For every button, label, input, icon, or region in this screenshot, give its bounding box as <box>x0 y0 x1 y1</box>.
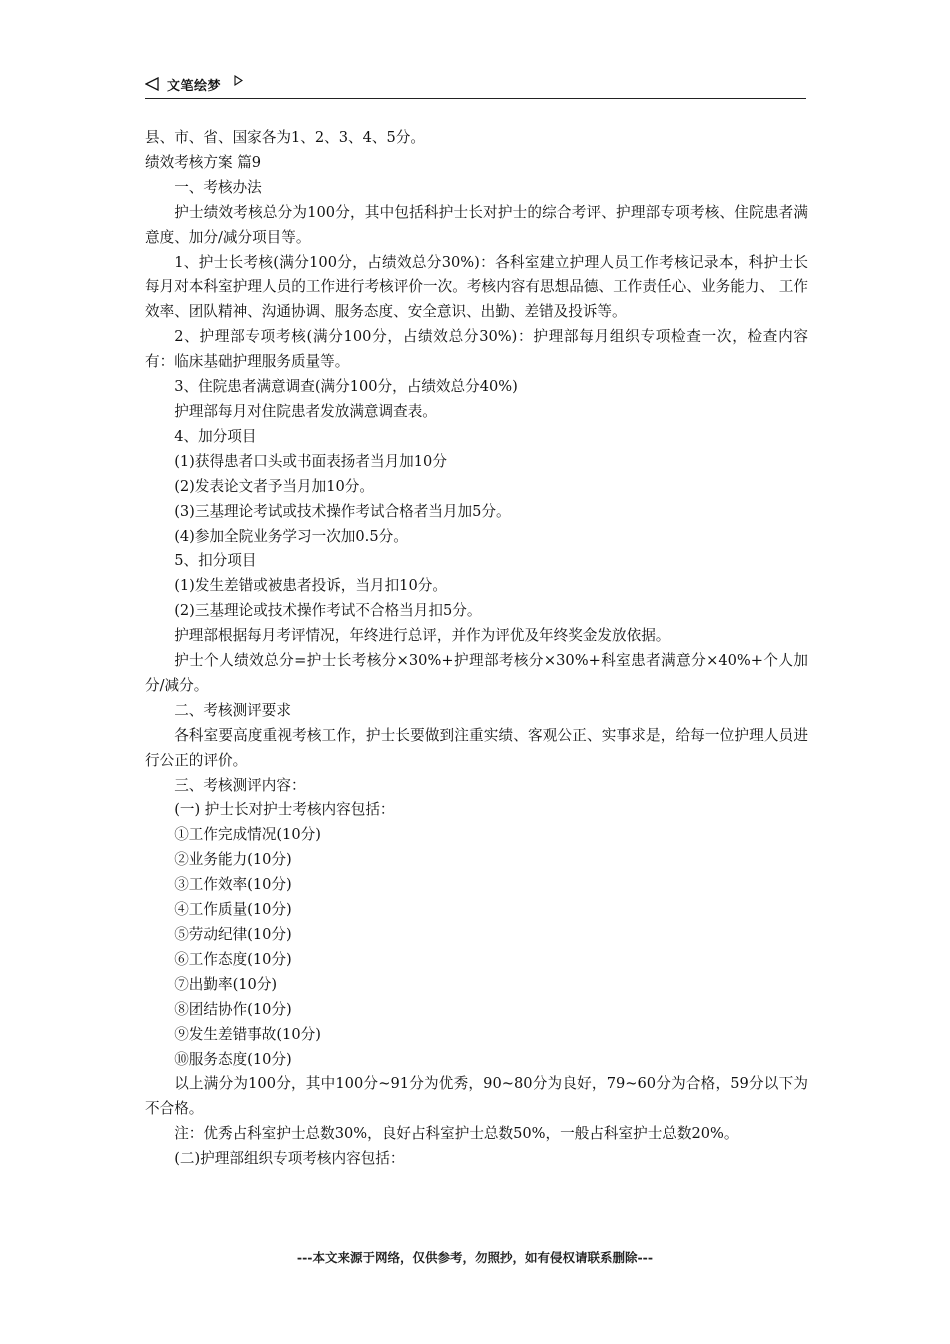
paragraph: 一、考核办法 <box>174 178 262 196</box>
triangle-left-icon <box>145 77 159 91</box>
paragraph: 县、市、省、国家各为1、2、3、4、5分。 <box>145 129 425 146</box>
paragraph: 绩效考核方案 篇9 <box>145 153 262 171</box>
paragraph: ⑤劳动纪律(10分) <box>174 926 292 943</box>
paragraph: 各科室要高度重视考核工作，护士长要做到注重实绩、客观公正、实事求是，给每一位护理人员进行公正的评价。 <box>145 726 808 769</box>
paragraph: (二)护理部组织专项考核内容包括： <box>174 1150 405 1168</box>
paragraph: (一) 护士长对护士考核内容包括： <box>174 801 395 819</box>
paragraph: (2)发表论文者予当月加10分。 <box>174 477 374 495</box>
paragraph: (3)三基理论考试或技术操作考试合格者当月加5分。 <box>174 502 511 520</box>
paragraph: 5、扣分项目 <box>174 552 257 570</box>
paragraph: ⑦出勤率(10分) <box>174 975 278 993</box>
paragraph: 三、考核测评内容： <box>174 776 306 794</box>
paragraph: ⑥工作态度(10分) <box>174 950 292 968</box>
footer-disclaimer: ---本文来源于网络，仅供参考，勿照抄，如有侵权请联系删除--- <box>296 1250 654 1265</box>
paragraph: 2、护理部专项考核(满分100分，占绩效总分30%)：护理部每月组织专项检查一次，检查内容有：临床基础护理服务质量等。 <box>145 328 808 371</box>
page-header <box>145 74 806 99</box>
paragraph: ⑨发生差错事故(10分) <box>174 1025 321 1043</box>
paragraph: 护士绩效考核总分为100分，其中包括科护士长对护士的综合考评、护理部专项考核、住院患者满意度、加分/减分项目等。 <box>145 203 808 246</box>
paragraph: 1、护士长考核(满分100分，占绩效总分30%)：各科室建立护理人员工作考核记录本，科护士长每月对本科室护理人员的工作进行考核评价一次。考核内容有思想品德、工作责任心、业务能力、 工作效率、团队精神、沟通协调、服务态度、安全意识、出勤、差错及投诉等。 <box>145 253 808 321</box>
paragraph: 3、住院患者满意调查(满分100分，占绩效总分40%) <box>174 378 518 396</box>
paragraph: ③工作效率(10分) <box>174 876 292 894</box>
triangle-right-icon <box>234 75 243 86</box>
paragraph: ⑩服务态度(10分) <box>174 1050 292 1068</box>
paragraph: 护理部每月对住院患者发放满意调查表。 <box>174 402 437 420</box>
paragraph: (1)获得患者口头或书面表扬者当月加10分 <box>174 452 447 470</box>
paragraph: 护理部根据每月考评情况，年终进行总评，并作为评优及年终奖金发放依据。 <box>174 627 671 645</box>
paragraph: 4、加分项目 <box>174 427 257 445</box>
paragraph: ②业务能力(10分) <box>174 851 292 869</box>
paragraph: ①工作完成情况(10分) <box>174 826 321 844</box>
paragraph: 二、考核测评要求 <box>174 701 291 719</box>
paragraph: ⑧团结协作(10分) <box>174 1000 292 1018</box>
paragraph: 注：优秀占科室护士总数30%，良好占科室护士总数50%，一般占科室护士总数20%。 <box>174 1125 739 1143</box>
paragraph: ④工作质量(10分) <box>174 901 292 919</box>
paragraph: (4)参加全院业务学习一次加0.5分。 <box>174 527 408 545</box>
paragraph: (2)三基理论或技术操作考试不合格当月扣5分。 <box>174 602 482 620</box>
paragraph: 护士个人绩效总分=护士长考核分×30%+护理部考核分×30%+科室患者满意分×40%+个人加分/减分。 <box>145 652 808 694</box>
document-body <box>145 126 808 1172</box>
paragraph: 以上满分为100分，其中100分~91分为优秀，90~80分为良好，79~60分为合格，59分以下为不合格。 <box>145 1075 808 1118</box>
paragraph: (1)发生差错或被患者投诉，当月扣10分。 <box>174 577 447 595</box>
header-title: 文笔绘梦 <box>167 79 222 94</box>
